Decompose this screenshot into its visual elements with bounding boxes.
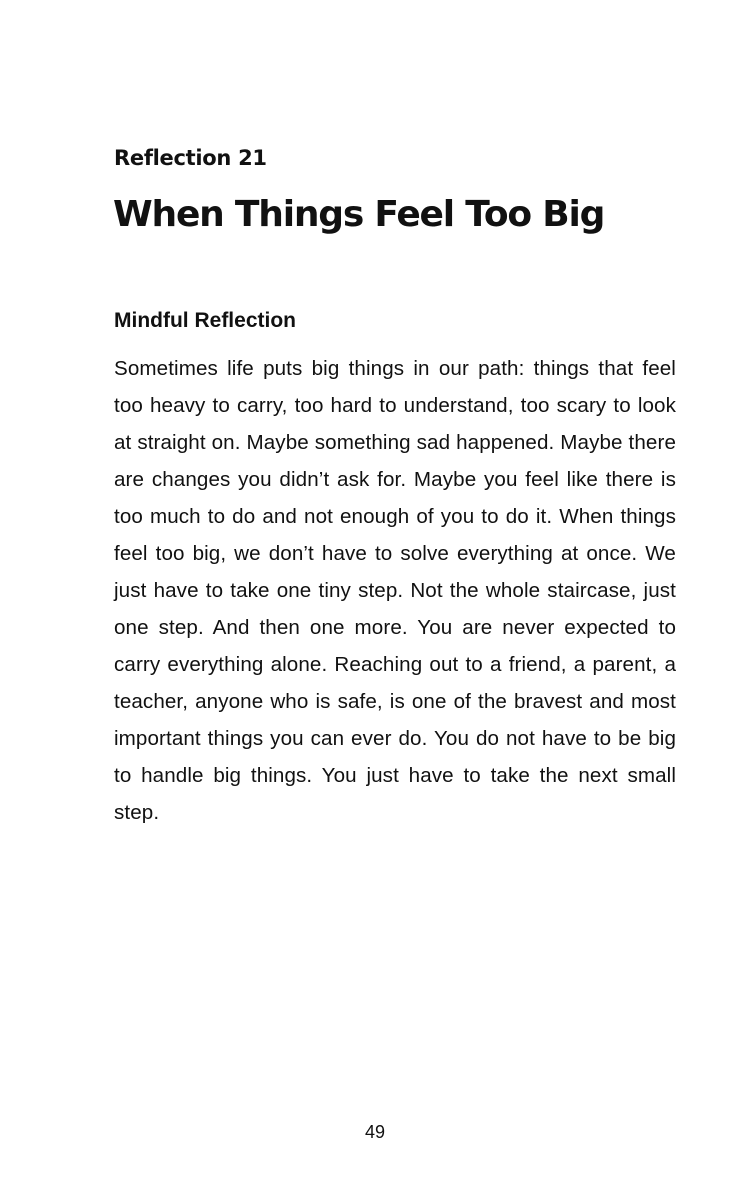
page-number: 49 bbox=[364, 1122, 386, 1142]
reflection-number: Reflection 21 bbox=[114, 146, 267, 170]
page-title: When Things Feel Too Big bbox=[113, 194, 605, 235]
section-heading: Mindful Reflection bbox=[114, 309, 296, 332]
body-paragraph: Sometimes life puts big things in our path: things that feel too heavy to carry, too hard to understand, too scary to look at straight on. Maybe something sad happened. Maybe there are changes you didn’t ask for. Maybe you feel like there is too much to do and not enough of you to do it. When things feel too big, we don’t have to solve everything at once. We just have to take one tiny step. Not the whole staircase, just one step. And then one more. You are never expected to carry everything alone. Reaching out to a friend, a parent, a teacher, anyone who is safe, is one of the bravest and most important things you can ever do. You do not have to be big to handle big things. You just have to take the next small step. bbox=[114, 357, 676, 824]
